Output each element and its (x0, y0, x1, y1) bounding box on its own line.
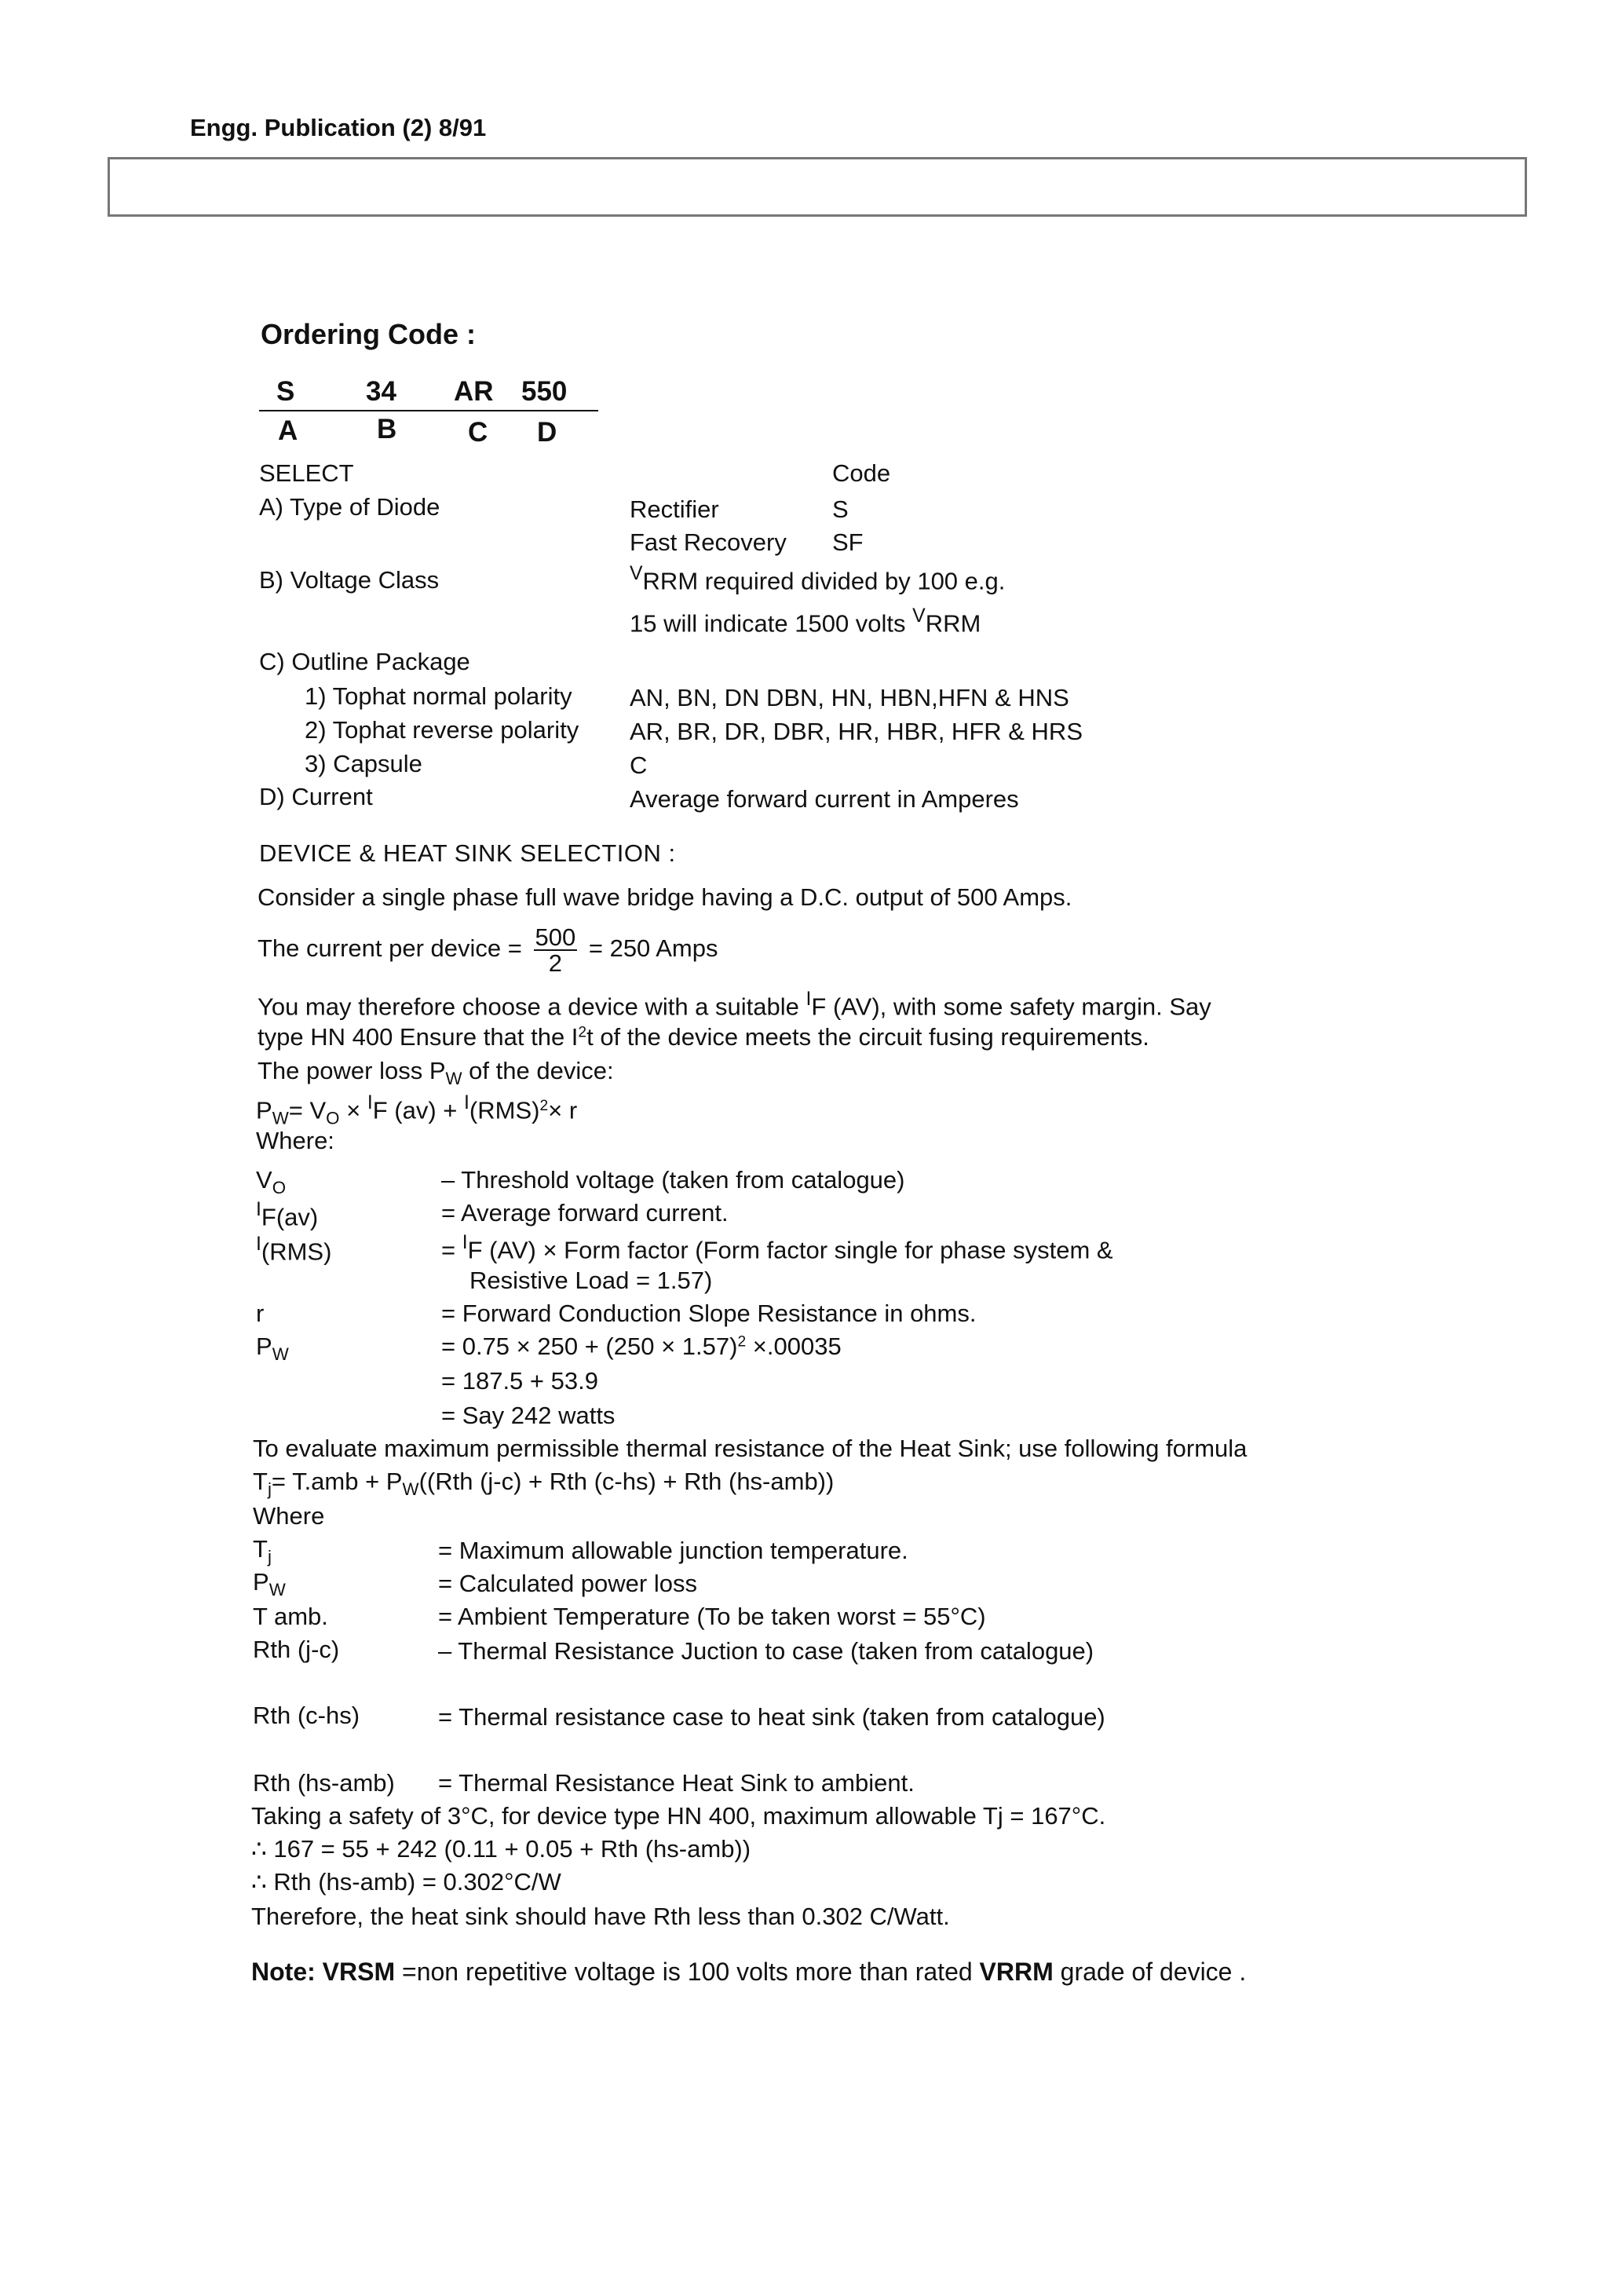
safety-line: Taking a safety of 3°C, for device type HN 400, maximum allowable Tj = 167°C. (251, 1802, 1106, 1830)
voltage-class-desc-2: 15 will indicate 1500 volts $^V$RRM (630, 605, 981, 638)
evaluate-line: To evaluate maximum permissible thermal resistance of the Heat Sink; use following formula (253, 1435, 1248, 1462)
def-pw-calc-1: = $0.75 \times 250 + (250 \times 1.57)^2 \times.00035$ (441, 1333, 842, 1360)
tophat-normal-label: 1) Tophat normal polarity (305, 682, 572, 710)
def-rthchs-symbol: Rth (c-hs) (253, 1702, 360, 1729)
def-irms-desc: = $^I$F (AV) × Form factor (Form factor single for phase system & (441, 1232, 1113, 1264)
code-letter-a: A (278, 415, 298, 446)
def-vo-symbol: $V_O$ (256, 1166, 287, 1198)
header-box (108, 157, 1527, 217)
select-label: SELECT (259, 459, 354, 487)
capsule-code: C (630, 751, 648, 779)
current-fraction: $\frac{500}{2}$ (535, 923, 576, 977)
def-rthhsamb-symbol: Rth (hs-amb) (253, 1769, 395, 1797)
calc-line-1: ∴ 167 = 55 + 242 (0.11 + 0.05 + Rth (hs-amb)) (251, 1835, 751, 1863)
def-rthhsamb-desc: = Thermal Resistance Heat Sink to ambient. (438, 1769, 915, 1797)
def-rthchs-desc: = Thermal resistance case to heat sink (taken from catalogue) (438, 1703, 1105, 1731)
code-letter-d: D (537, 417, 557, 448)
code-part-ar: AR (454, 376, 494, 407)
power-loss-formula: $P_W= V_O \times ^IF$ (av) + $^I$(RMS)$^2$× r (256, 1092, 578, 1128)
current-label: D) Current (259, 783, 373, 810)
code-letter-c: C (468, 417, 488, 448)
rectifier-code: S (832, 495, 849, 523)
voltage-class-label: B) Voltage Class (259, 566, 440, 594)
def-tamb-symbol: T amb. (253, 1603, 328, 1630)
tophat-reverse-codes: AR, BR, DR, DBR, HR, HBR, HFR & HRS (630, 718, 1083, 745)
def-irms-symbol: $^I$(RMS) (256, 1234, 332, 1266)
ordering-code-title: Ordering Code : (261, 318, 477, 350)
selection-title: DEVICE & HEAT SINK SELECTION : (259, 839, 676, 867)
def-tamb-desc: = Ambient Temperature (To be taken worst = 55°C) (438, 1603, 986, 1630)
def-rthjc-symbol: Rth (j-c) (253, 1636, 340, 1663)
def-rthjc-desc: – Thermal Resistance Juction to case (taken from catalogue) (438, 1637, 1094, 1665)
power-loss-line: The power loss $P_W$ of the device: (258, 1057, 614, 1089)
choose-device-line-2: type HN 400 Ensure that the $I^2t$ of the device meets the circuit fusing requirements. (258, 1023, 1149, 1051)
code-divider (259, 410, 598, 411)
def-vo-desc: – Threshold voltage (taken from catalogue) (441, 1166, 905, 1194)
tj-formula: $T_j= T.amb + P_W((Rth$ (j-c) + Rth (c-hs) + Rth (hs-amb)) (253, 1468, 835, 1500)
selection-intro: Consider a single phase full wave bridge having a D.C. output of 500 Amps. (258, 883, 1072, 911)
type-of-diode-label: A) Type of Diode (259, 493, 440, 521)
def-r-desc: = Forward Conduction Slope Resistance in ohms. (441, 1300, 977, 1327)
choose-device-line-1: You may therefore choose a device with a suitable $^I$F (AV), with some safety margin. Say (258, 989, 1211, 1021)
current-per-device: The current per device = $\frac{500}{2}$ = 250 Amps (258, 923, 718, 977)
fast-recovery-label: Fast Recovery (630, 528, 787, 556)
code-part-550: 550 (521, 376, 568, 407)
def-irms-desc-cont: Resistive Load = 1.57) (469, 1267, 713, 1294)
def-if-symbol: $^I$F(av) (256, 1199, 319, 1231)
def-pw-calc-3: = Say 242 watts (441, 1402, 616, 1429)
def-pw-calc-2: = 187.5 + 53.9 (441, 1367, 598, 1395)
code-letter-b: B (377, 414, 397, 444)
rectifier-label: Rectifier (630, 495, 719, 523)
tophat-reverse-label: 2) Tophat reverse polarity (305, 716, 579, 744)
def-pw2-symbol: $P_W$ (253, 1568, 286, 1600)
where-label: Where: (256, 1127, 334, 1154)
publication-header: Engg. Publication (2) 8/91 (190, 114, 487, 141)
fast-recovery-code: SF (832, 528, 864, 556)
voltage-class-desc-1: $^V$RRM required divided by 100 e.g. (630, 563, 1006, 595)
def-r-symbol: r (256, 1300, 265, 1327)
where2-label: Where (253, 1502, 325, 1530)
def-pw2-desc: = Calculated power loss (438, 1570, 697, 1597)
code-part-34: 34 (366, 376, 396, 407)
therefore-line: Therefore, the heat sink should have Rth less than 0.302 C/Watt. (251, 1903, 950, 1930)
def-tj-desc: = Maximum allowable junction temperature. (438, 1537, 908, 1564)
def-pw-symbol: $P_W$ (256, 1333, 289, 1365)
outline-package-label: C) Outline Package (259, 648, 470, 675)
calc-line-2: ∴ Rth (hs-amb) = 0.302°C/W (251, 1868, 561, 1896)
def-tj-symbol: $T_j$ (253, 1535, 272, 1567)
current-desc: Average forward current in Amperes (630, 785, 1019, 813)
note-line: Note: VRSM =non repetitive voltage is 100 volts more than rated VRRM grade of device . (251, 1958, 1247, 1986)
code-column-label: Code (832, 459, 891, 487)
code-part-s: S (276, 376, 295, 407)
def-if-desc: = Average forward current. (441, 1199, 729, 1227)
capsule-label: 3) Capsule (305, 750, 422, 777)
tophat-normal-codes: AN, BN, DN DBN, HN, HBN,HFN & HNS (630, 684, 1069, 711)
